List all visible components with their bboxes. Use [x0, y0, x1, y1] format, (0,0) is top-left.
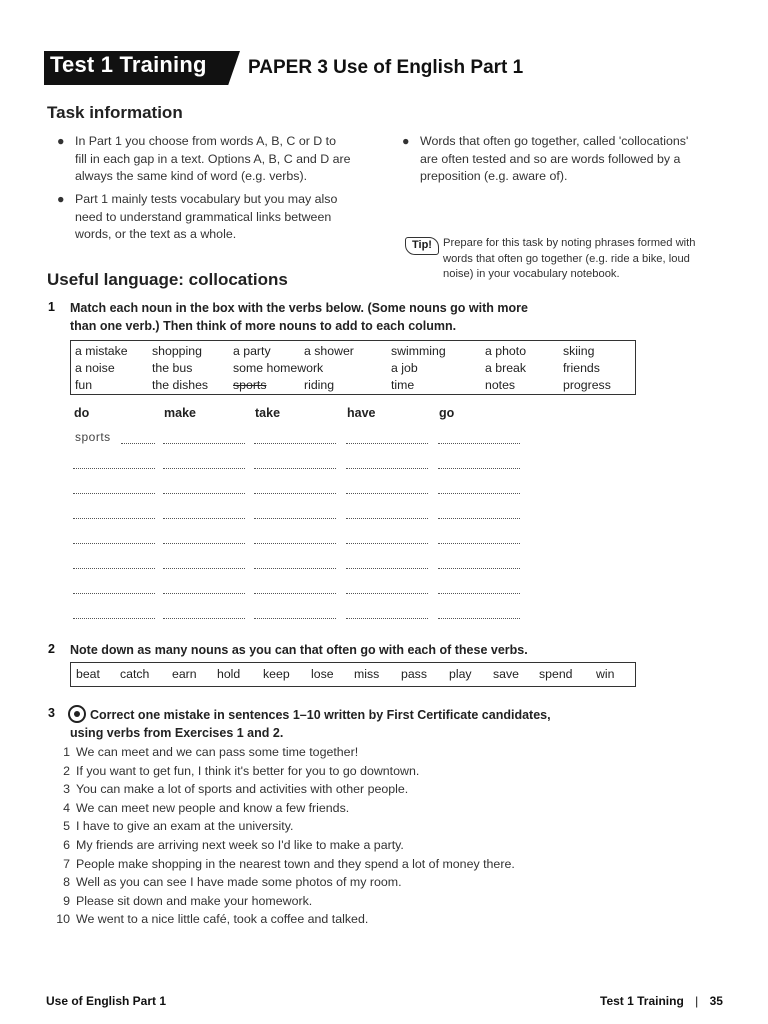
sentence-item	[48, 894, 312, 908]
tip-line: noise) in your vocabulary notebook.	[443, 268, 620, 280]
sentence-item	[48, 875, 402, 889]
exercise-number: 3	[48, 706, 55, 720]
answer-line[interactable]	[346, 618, 428, 619]
verb-box	[70, 662, 636, 687]
sentence-text: I have to give an exam at the university.	[76, 819, 294, 834]
verb: spend	[539, 667, 573, 681]
instruction-line-text: Correct one mistake in sentences 1–10 written by First Certificate candidates,	[90, 708, 551, 722]
answer-line[interactable]	[73, 518, 155, 519]
instruction-line	[68, 705, 708, 724]
column-heading-have: have	[347, 406, 376, 420]
footer-right	[600, 994, 723, 1008]
noun-box	[70, 340, 636, 395]
answer-line[interactable]	[254, 593, 336, 594]
answer-line[interactable]	[254, 618, 336, 619]
noun: friends	[563, 361, 600, 375]
verb: win	[596, 667, 615, 681]
answer-line[interactable]	[163, 468, 245, 469]
bullet-icon: ●	[402, 134, 410, 148]
answer-line[interactable]	[73, 543, 155, 544]
noun: a break	[485, 361, 527, 375]
sentence-number: 5	[63, 819, 70, 834]
answer-line[interactable]	[438, 443, 520, 444]
bullet-line: need to understand grammatical links between	[75, 209, 332, 224]
answer-line[interactable]	[73, 618, 155, 619]
instruction-line: using verbs from Exercises 1 and 2.	[70, 726, 284, 740]
bullet-icon: ●	[57, 192, 65, 206]
bullet-line: words, or the text as a whole.	[75, 227, 237, 241]
noun: shopping	[152, 344, 202, 358]
answer-line[interactable]	[346, 493, 428, 494]
exercise-2-instruction: Note down as many nouns as you can that often go with each of these verbs.	[70, 643, 528, 657]
sentence-text: If you want to get fun, I think it's better for you to go downtown.	[76, 763, 420, 778]
verb: earn	[172, 667, 197, 681]
exercise-number: 2	[48, 642, 55, 656]
verb: play	[449, 667, 472, 681]
noun: a party	[233, 344, 271, 358]
noun: swimming	[391, 344, 446, 358]
bullet-line: In Part 1 you choose from words A, B, C or D to	[75, 134, 337, 148]
verb: lose	[311, 667, 334, 681]
answer-line[interactable]	[254, 493, 336, 494]
bullet-line: always the same kind of word (e.g. verbs).	[75, 169, 308, 183]
sentence-number: 8	[63, 875, 70, 890]
answer-line[interactable]	[346, 468, 428, 469]
noun: skiing	[563, 344, 595, 358]
bullet-line: preposition (e.g. aware of).	[420, 169, 568, 183]
instruction-line: Match each noun in the box with the verbs below. (Some nouns go with more	[70, 301, 528, 315]
sample-answer: sports	[75, 430, 111, 444]
answer-line[interactable]	[346, 543, 428, 544]
column-heading-make: make	[164, 406, 196, 420]
sentence-item	[48, 764, 419, 778]
sentence-number: 10	[56, 912, 70, 927]
verb: hold	[217, 667, 241, 681]
sentence-text: People make shopping in the nearest town and they spend a lot of money there.	[76, 856, 515, 871]
bullet-line: Words that often go together, called 'collocations'	[420, 134, 689, 148]
sentence-text: Well as you can see I have made some photos of my room.	[76, 875, 402, 890]
answer-line[interactable]	[254, 543, 336, 544]
noun: the bus	[152, 361, 193, 375]
answer-line[interactable]	[438, 518, 520, 519]
verb: save	[493, 667, 519, 681]
tip-badge: Tip!	[405, 237, 439, 255]
answer-line[interactable]	[163, 618, 245, 619]
noun: progress	[563, 378, 611, 392]
test-title: Test 1 Training	[50, 52, 207, 77]
sentence-text: My friends are arriving next week so I'd like to make a party.	[76, 838, 404, 852]
noun: a photo	[485, 344, 527, 358]
noun-crossed-out: sports	[233, 378, 267, 392]
sentence-number: 6	[63, 838, 70, 852]
noun: a job	[391, 361, 418, 375]
instruction-line: than one verb.) Then think of more nouns to add to each column.	[70, 319, 457, 333]
answer-line[interactable]	[438, 618, 520, 619]
answer-line[interactable]	[163, 518, 245, 519]
sentence-item	[48, 745, 358, 759]
sentence-number: 9	[63, 893, 70, 908]
answer-line[interactable]	[73, 493, 155, 494]
noun: riding	[304, 378, 335, 392]
tip-line: words that often go together (e.g. ride a bike, loud	[443, 252, 690, 265]
noun: a shower	[304, 344, 354, 358]
sentence-number: 7	[63, 856, 70, 871]
verb: keep	[263, 667, 290, 681]
sentence-text: We can meet new people and know a few friends.	[76, 800, 350, 815]
answer-line[interactable]	[346, 518, 428, 519]
answer-line[interactable]	[254, 568, 336, 569]
task-info-right	[402, 133, 732, 193]
page-number: 35	[709, 994, 723, 1008]
column-heading-take: take	[255, 406, 281, 420]
footer-label: Test 1 Training	[600, 994, 684, 1008]
noun: some homework	[233, 361, 324, 375]
noun: fun	[75, 378, 93, 392]
answer-line[interactable]	[346, 593, 428, 594]
task-info-left	[57, 133, 387, 253]
answer-line[interactable]	[438, 468, 520, 469]
answer-line[interactable]	[254, 518, 336, 519]
footer-separator: |	[695, 994, 699, 1008]
answer-line[interactable]	[438, 568, 520, 569]
answer-line[interactable]	[438, 593, 520, 594]
bullet-line: are often tested and so are words followed by a	[420, 151, 681, 166]
noun: time	[391, 378, 415, 392]
bullet-item	[57, 133, 351, 186]
sentence-number: 4	[63, 800, 70, 815]
answer-line[interactable]	[163, 443, 245, 444]
exam-corpus-icon	[68, 705, 86, 723]
answer-line[interactable]	[73, 593, 155, 594]
sentence-item	[48, 801, 349, 815]
verb: catch	[120, 667, 150, 681]
answer-line[interactable]	[346, 443, 428, 444]
answer-line[interactable]	[163, 593, 245, 594]
exercise-1-instruction	[70, 299, 670, 335]
answer-line[interactable]	[254, 468, 336, 469]
footer-section: Use of English Part 1	[46, 994, 167, 1008]
column-heading-do: do	[74, 406, 90, 420]
tip-line: Prepare for this task by noting phrases formed with	[443, 237, 696, 249]
answer-line[interactable]	[163, 568, 245, 569]
sentence-number: 2	[63, 763, 70, 778]
verb: beat	[76, 667, 100, 681]
bullet-item	[57, 191, 337, 244]
exercise-3-instruction	[68, 705, 708, 742]
sentence-text: We went to a nice little café, took a coffee and talked.	[76, 912, 369, 927]
tip-text	[443, 236, 728, 283]
bullet-icon: ●	[57, 134, 65, 148]
noun: a noise	[75, 361, 115, 375]
sentence-text: Please sit down and make your homework.	[76, 893, 313, 908]
paper-title: PAPER 3 Use of English Part 1	[248, 57, 524, 78]
verb: miss	[354, 667, 380, 681]
useful-language-heading: Useful language: collocations	[47, 270, 288, 289]
sentence-item	[48, 912, 368, 926]
verb: pass	[401, 667, 427, 681]
sentence-text: You can make a lot of sports and activities with other people.	[76, 782, 409, 797]
sentence-item	[48, 857, 515, 871]
noun: notes	[485, 378, 516, 392]
sentence-item	[48, 838, 404, 852]
answer-line[interactable]	[163, 493, 245, 494]
sentence-item	[48, 819, 293, 833]
answer-line[interactable]	[73, 568, 155, 569]
answer-line[interactable]	[438, 493, 520, 494]
sentence-number: 1	[63, 745, 70, 759]
answer-line[interactable]	[73, 468, 155, 469]
answer-line[interactable]	[163, 543, 245, 544]
task-info-heading: Task information	[47, 103, 183, 122]
exercise-number: 1	[48, 300, 55, 314]
answer-line[interactable]	[438, 543, 520, 544]
bullet-item	[402, 133, 688, 186]
answer-line[interactable]	[254, 443, 336, 444]
column-heading-go: go	[439, 406, 455, 420]
answer-line[interactable]	[121, 443, 155, 444]
noun: a mistake	[75, 344, 128, 358]
bullet-line: Part 1 mainly tests vocabulary but you may also	[75, 192, 338, 206]
answer-line[interactable]	[346, 568, 428, 569]
noun: the dishes	[152, 378, 209, 392]
sentence-item	[48, 782, 408, 796]
sentence-number: 3	[63, 782, 70, 797]
sentence-text: We can meet and we can pass some time together!	[76, 745, 359, 759]
bullet-line: fill in each gap in a text. Options A, B, C and D are	[75, 151, 351, 166]
